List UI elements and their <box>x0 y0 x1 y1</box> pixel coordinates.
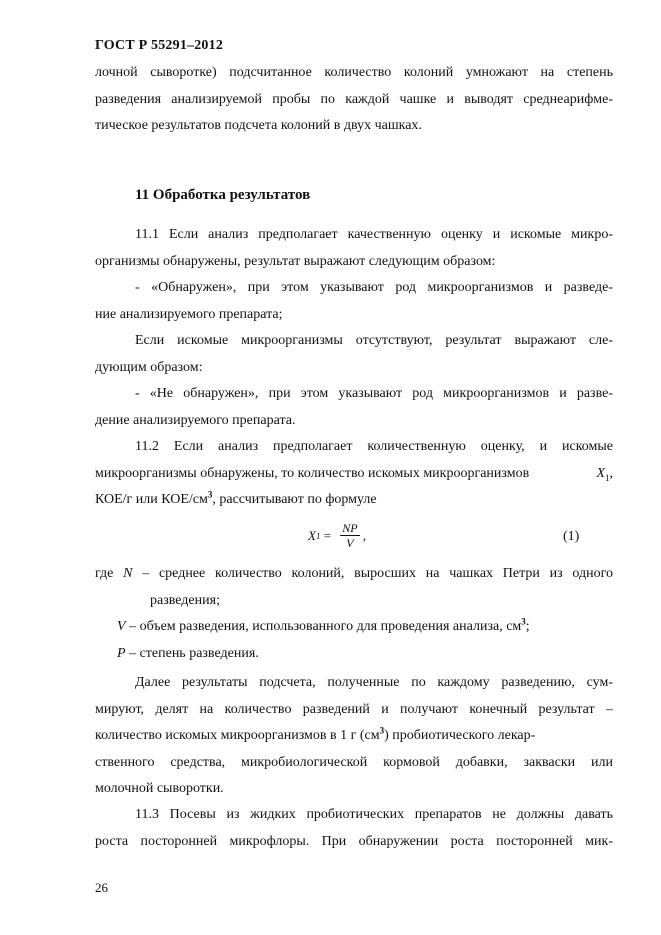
document-header: ГОСТ Р 55291–2012 <box>95 38 224 53</box>
var-v: V <box>117 619 126 634</box>
text-line: разведения анализируемой пробы по каждой чашке и выводят среднеарифме- <box>95 91 613 107</box>
section-title: 11 Обработка результатов <box>135 187 311 203</box>
text-line: 11.1 Если анализ предполагает качественную оценку и искомые микро- <box>135 227 613 242</box>
paragraph-absent <box>95 328 613 381</box>
text-line: молочной сыворотки. <box>95 781 224 796</box>
top-paragraph <box>95 60 613 140</box>
text-fragment: микроорганизмы обнаружены, то количество искомых микроорганизмов <box>95 465 530 481</box>
text-line: ственного средства, микробиологической кормовой добавки, закваски или <box>95 754 613 770</box>
var-p: P <box>117 645 126 661</box>
formula-denominator: V <box>346 536 354 550</box>
text-line: Если искомые микроорганизмы отсутствуют, результат выражают сле- <box>135 333 613 348</box>
text-line: P – степень разведения. <box>117 645 259 661</box>
text-line: 11.2 Если анализ предполагает количественную оценку, и искомые <box>135 439 613 454</box>
text-line <box>95 461 613 488</box>
text-line: тическое результатов подсчета колоний в двух чашках. <box>95 118 422 133</box>
formula-fraction <box>340 521 359 550</box>
text-line: - «Не обнаружен», при этом указывают род микроорганизмов и разве- <box>135 386 613 401</box>
text-line: Далее результаты подсчета, полученные по каждому разведению, сум- <box>135 675 613 690</box>
text-line: где N – среднее количество колоний, выросших на чашках Петри из одного <box>95 566 613 581</box>
page-number: 26 <box>95 880 108 895</box>
text-line: лочной сыворотке) подсчитанное количество колоний умножают на степень <box>95 65 613 80</box>
text-line: ние анализируемого препарата; <box>95 306 283 322</box>
paragraph-found <box>95 275 613 328</box>
text-line: разведения; <box>150 592 220 608</box>
text-line: 11.3 Посевы из жидких пробиотических препаратов не должны давать <box>135 807 613 822</box>
text-line: V – объем разведения, использованного для проведения анализа, $см^3$; <box>117 616 530 634</box>
text-line: дующим образом: <box>95 359 203 375</box>
text-line: - «Обнаружен», при этом указывают род микроорганизмов и разведе- <box>135 280 613 295</box>
formula-tail: , <box>359 527 367 543</box>
var-n: N <box>123 566 133 581</box>
text-line: мируют, делят на количество разведений и получают конечный результат – <box>95 701 613 717</box>
paragraph-11-1 <box>95 222 613 275</box>
formula-eq: = <box>320 527 335 543</box>
paragraph-11-3 <box>95 802 613 855</box>
text-fragment: количество искомых микроорганизмов в 1 г $(см^3)$ пробиотического лекар- <box>95 725 536 743</box>
where-block <box>95 561 613 667</box>
paragraph-11-2 <box>95 434 613 514</box>
formula: X 1 = $\frac{NP}{V}$ , <box>308 521 367 550</box>
formula-lhs: X <box>308 527 316 543</box>
equation-number: (1) <box>563 529 580 544</box>
text-line: роста посторонней микрофлоры. При обнаружении роста посторонней мик- <box>95 833 613 849</box>
paragraph-not-found <box>95 381 613 434</box>
text-line: дение анализируемого препарата. <box>95 412 296 428</box>
text-line: КОЕ/г или КОЕ/$см^3$, рассчитывают по формуле <box>95 489 377 507</box>
text-line: организмы обнаружены, результат выражают следующим образом: <box>95 253 496 269</box>
paragraph-further <box>95 670 613 803</box>
text-line <box>95 723 613 750</box>
variable-x1: $X_1$, <box>596 465 613 483</box>
formula-numerator: NP <box>342 521 358 535</box>
